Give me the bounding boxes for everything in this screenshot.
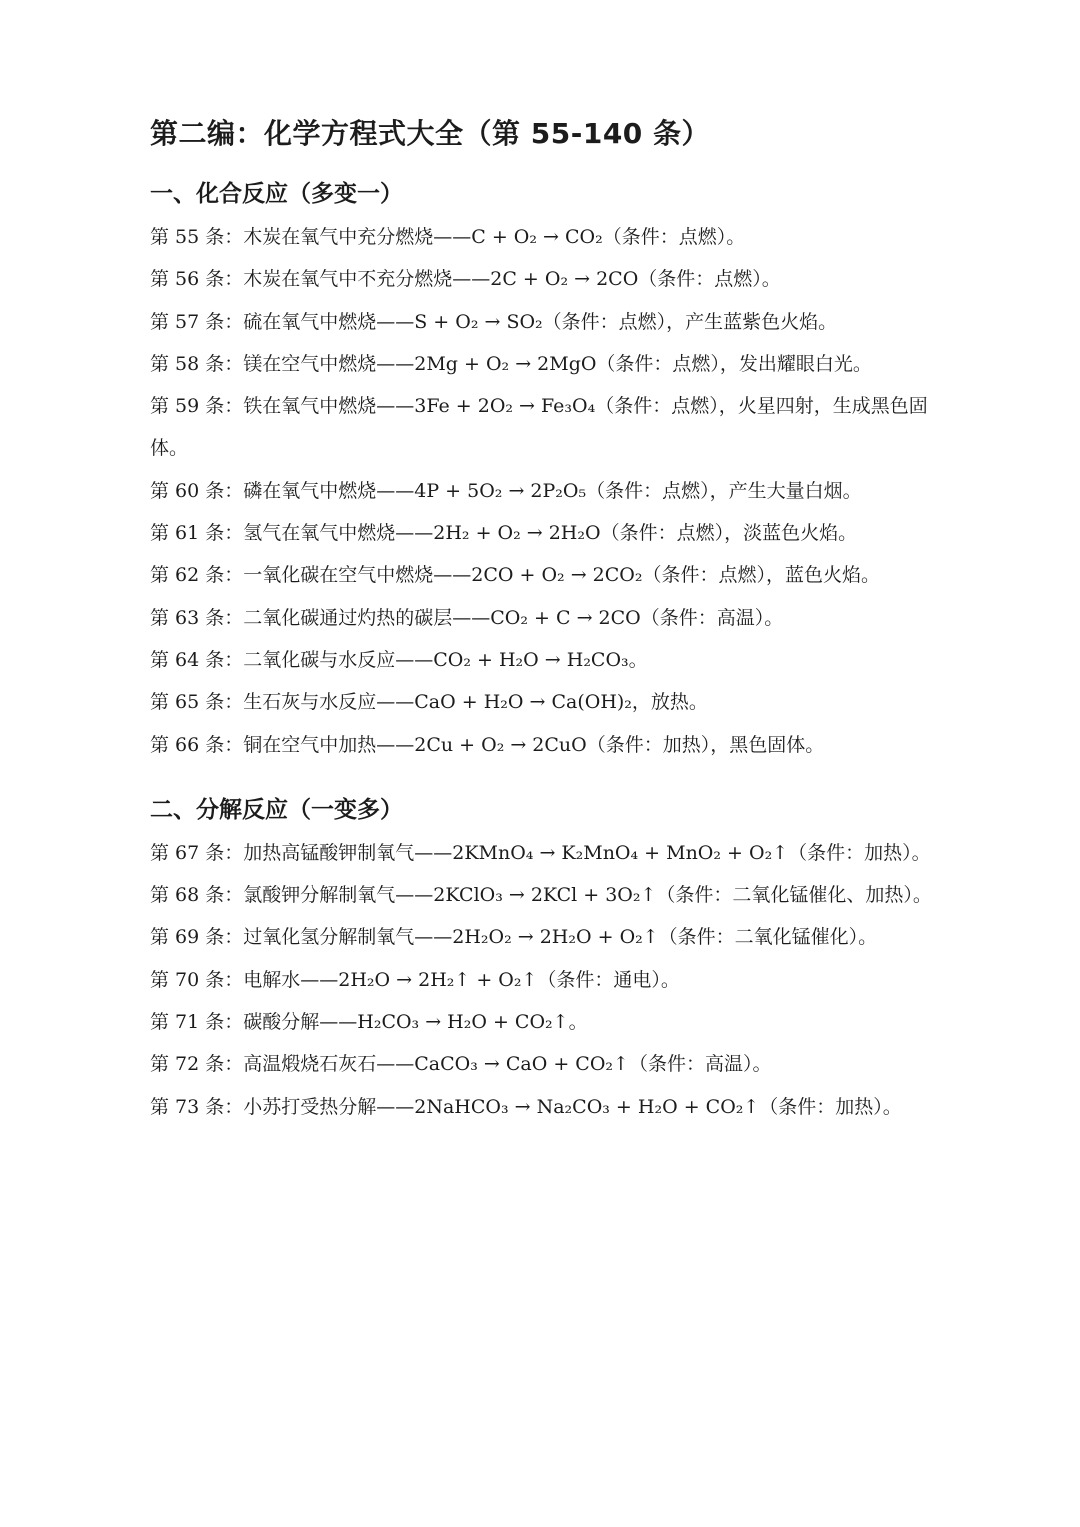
document-page <box>150 112 950 1128</box>
document-title: 第二编：化学方程式大全（第 55-140 条） <box>150 117 711 150</box>
equation-entry-59: 第 59 条：铁在氧气中燃烧——3Fe + 2O₂ → Fe₃O₄（条件：点燃），火星四射，生成黑色固体。 <box>150 395 928 460</box>
equation-entry-69: 第 69 条：过氧化氢分解制氧气——2H₂O₂ → 2H₂O + O₂↑（条件：二氧化锰催化）。 <box>150 926 878 949</box>
equation-entry-57: 第 57 条：硫在氧气中燃烧——S + O₂ → SO₂（条件：点燃），产生蓝紫色火焰。 <box>150 310 838 333</box>
equation-entry-63: 第 63 条：二氧化碳通过灼热的碳层——CO₂ + C → 2CO（条件：高温）。 <box>150 606 784 629</box>
section-heading: 二、分解反应（一变多） <box>150 796 403 823</box>
equation-entry-62: 第 62 条：一氧化碳在空气中燃烧——2CO + O₂ → 2CO₂（条件：点燃），蓝色火焰。 <box>150 564 880 587</box>
equation-entry-70: 第 70 条：电解水——2H₂O → 2H₂↑ + O₂↑（条件：通电）。 <box>150 968 680 991</box>
equation-entry-67: 第 67 条：加热高锰酸钾制氧气——2KMnO₄ → K₂MnO₄ + MnO₂ + O₂↑（条件：加热）。 <box>150 841 931 864</box>
equation-entry-66: 第 66 条：铜在空气中加热——2Cu + O₂ → 2CuO（条件：加热），黑色固体。 <box>150 733 825 756</box>
equation-entry-55: 第 55 条：木炭在氧气中充分燃烧——C + O₂ → CO₂（条件：点燃）。 <box>150 226 746 248</box>
section-decomposition-reactions <box>150 790 950 1128</box>
equation-entry-65: 第 65 条：生石灰与水反应——CaO + H₂O → Ca(OH)₂，放热。 <box>150 691 708 714</box>
equation-entry-71: 第 71 条：碳酸分解——H₂CO₃ → H₂O + CO₂↑。 <box>150 1011 588 1034</box>
section-combination-reactions <box>150 174 950 766</box>
equation-entry-68: 第 68 条：氯酸钾分解制氧气——2KClO₃ → 2KCl + 3O₂↑（条件：二氧化锰催化、加热）。 <box>150 884 932 907</box>
equation-entry-64: 第 64 条：二氧化碳与水反应——CO₂ + H₂O → H₂CO₃。 <box>150 648 648 671</box>
equation-entry-56: 第 56 条：木炭在氧气中不充分燃烧——2C + O₂ → 2CO（条件：点燃）。 <box>150 268 781 291</box>
equation-entry-61: 第 61 条：氢气在氧气中燃烧——2H₂ + O₂ → 2H₂O（条件：点燃），淡蓝色火焰。 <box>150 522 858 545</box>
equation-entry-60: 第 60 条：磷在氧气中燃烧——4P + 5O₂ → 2P₂O₅（条件：点燃），产生大量白烟。 <box>150 479 862 502</box>
equation-entry-58: 第 58 条：镁在空气中燃烧——2Mg + O₂ → 2MgO（条件：点燃），发出耀眼白光。 <box>150 352 872 375</box>
equation-entry-72: 第 72 条：高温煅烧石灰石——CaCO₃ → CaO + CO₂↑（条件：高温）。 <box>150 1053 772 1076</box>
equation-entry-73: 第 73 条：小苏打受热分解——2NaHCO₃ → Na₂CO₃ + H₂O + CO₂↑（条件：加热）。 <box>150 1095 902 1118</box>
section-heading: 一、化合反应（多变一） <box>150 181 403 207</box>
